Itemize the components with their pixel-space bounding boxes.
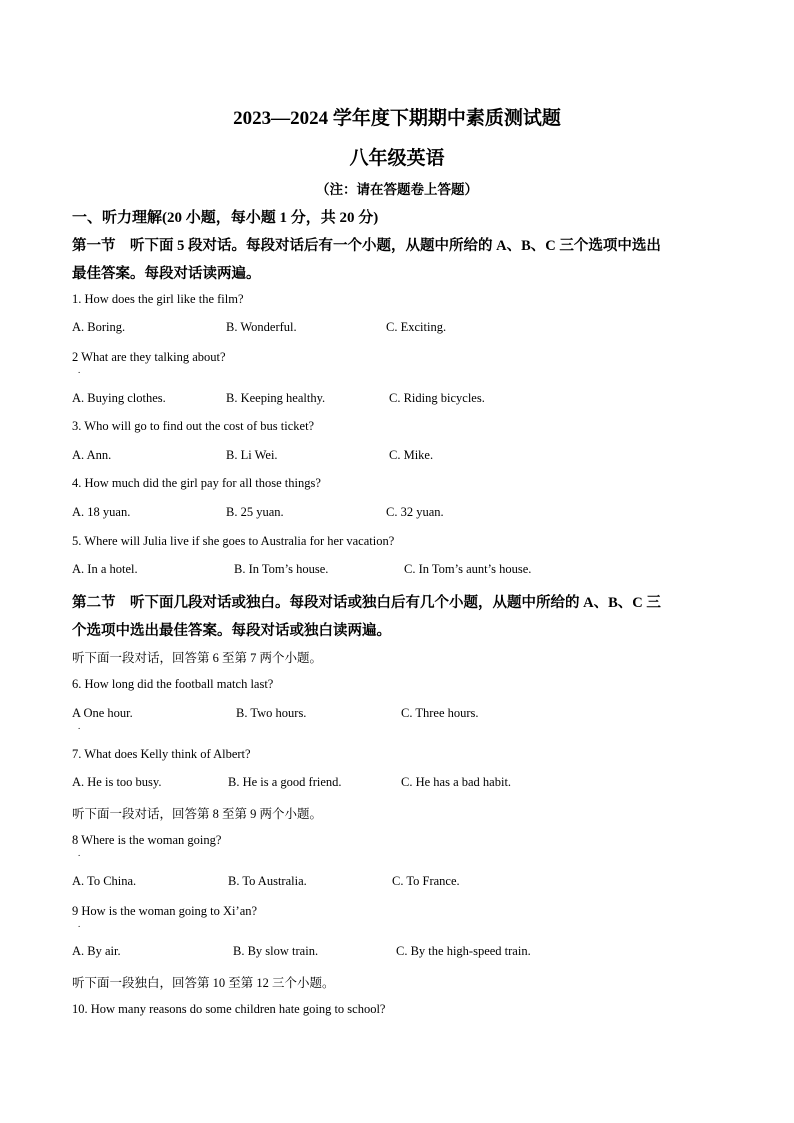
option-5b: B. In Tom’s house.	[234, 562, 329, 576]
question-7: 7. What does Kelly think of Albert?	[72, 747, 251, 761]
option-8b: B. To Australia.	[228, 874, 307, 888]
option-3b: B. Li Wei.	[226, 448, 278, 462]
section1-instruction-line2: 最佳答案。每段对话读两遍。	[72, 266, 261, 282]
option-1b: B. Wonderful.	[226, 320, 297, 334]
question-2: 2 What are they talking about?	[72, 350, 226, 364]
option-6a: A One hour.	[72, 706, 133, 720]
option-3a: A. Ann.	[72, 448, 112, 462]
option-4c: C. 32 yuan.	[386, 505, 444, 519]
exam-title: 2023—2024 学年度下期期中素质测试题	[233, 108, 561, 129]
option-8c: C. To France.	[392, 874, 460, 888]
exam-subtitle: 八年级英语	[349, 148, 445, 169]
option-2a: A. Buying clothes.	[72, 391, 166, 405]
option-1a: A. Boring.	[72, 320, 126, 334]
dot-mark: .	[78, 848, 81, 858]
option-6c: C. Three hours.	[401, 706, 479, 720]
option-9c: C. By the high-speed train.	[396, 944, 531, 958]
question-6: 6. How long did the football match last?	[72, 677, 274, 691]
section2-instruction-line1: 第二节 听下面几段对话或独白。每段对话或独白后有几个小题，从题中所给的 A、B、C 三	[72, 595, 661, 611]
option-7a: A. He is too busy.	[72, 775, 162, 789]
question-10: 10. How many reasons do some children hate going to school?	[72, 1002, 386, 1016]
exam-note: （注：请在答题卷上答题）	[316, 182, 478, 197]
question-3: 3. Who will go to find out the cost of bus ticket?	[72, 419, 315, 433]
question-5: 5. Where will Julia live if she goes to Australia for her vacation?	[72, 534, 395, 548]
listening-instruction-8-9: 听下面一段对话，回答第 8 至第 9 两个小题。	[72, 807, 323, 821]
option-3c: C. Mike.	[389, 448, 434, 462]
option-9a: A. By air.	[72, 944, 121, 958]
section2-instruction-line2: 个选项中选出最佳答案。每段对话或独白读两遍。	[72, 623, 391, 639]
question-4: 4. How much did the girl pay for all those things?	[72, 476, 321, 490]
listening-instruction-10-12: 听下面一段独白，回答第 10 至第 12 三个小题。	[72, 976, 335, 990]
option-2b: B. Keeping healthy.	[226, 391, 326, 405]
question-1: 1. How does the girl like the film?	[72, 292, 244, 306]
option-4b: B. 25 yuan.	[226, 505, 284, 519]
dot-mark: .	[78, 721, 81, 731]
option-5a: A. In a hotel.	[72, 562, 138, 576]
listening-instruction-6-7: 听下面一段对话，回答第 6 至第 7 两个小题。	[72, 651, 323, 665]
question-8: 8 Where is the woman going?	[72, 833, 222, 847]
option-2c: C. Riding bicycles.	[389, 391, 485, 405]
option-5c: C. In Tom’s aunt’s house.	[404, 562, 532, 576]
option-1c: C. Exciting.	[386, 320, 447, 334]
option-8a: A. To China.	[72, 874, 137, 888]
option-7c: C. He has a bad habit.	[401, 775, 512, 789]
part-heading: 一、听力理解(20 小题，每小题 1 分，共 20 分)	[72, 210, 379, 226]
option-6b: B. Two hours.	[236, 706, 307, 720]
dot-mark: .	[78, 919, 81, 929]
dot-mark: .	[78, 365, 81, 375]
option-9b: B. By slow train.	[233, 944, 319, 958]
option-4a: A. 18 yuan.	[72, 505, 131, 519]
option-7b: B. He is a good friend.	[228, 775, 342, 789]
section1-instruction-line1: 第一节 听下面 5 段对话。每段对话后有一个小题，从题中所给的 A、B、C 三个选项中选出	[72, 238, 661, 254]
question-9: 9 How is the woman going to Xi’an?	[72, 904, 258, 918]
